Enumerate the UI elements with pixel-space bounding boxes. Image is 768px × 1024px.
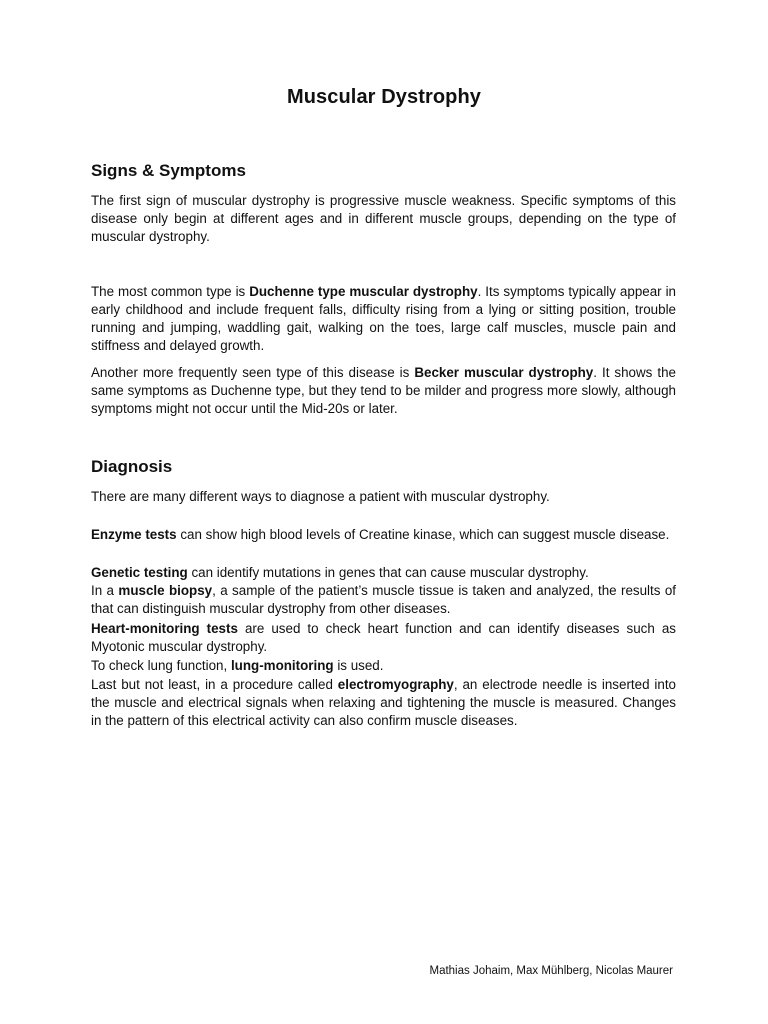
paragraph-text: Last but not least, in a procedure called [91,677,338,692]
page-title: Muscular Dystrophy [286,86,482,108]
paragraph-text: . It shows the same symptoms as Duchenne type, but they tend to be milder and progress more slowly, although symptoms might not occur until the Mid-20s or later. [91,365,676,416]
paragraph-text: , an electrode needle is inserted into the muscle and electrical signals when relaxing and tightening the muscle is measured. Changes in the pattern of this electrical activity can also confirm muscle diseases. [91,677,676,728]
diagnosis-genetic [91,564,676,582]
paragraph-text: Another more frequently seen type of this disease is [91,365,415,380]
signs-paragraph-1: The first sign of muscular dystrophy is progressive muscle weakness. Specific symptoms of this disease only begin at different ages and in different muscle groups, depending on the type of muscular dystrophy. [91,193,676,244]
diagnosis-heart [91,620,676,656]
authors-footer: Mathias Johaim, Max Mühlberg, Nicolas Maurer [429,965,673,977]
enzyme-term: Enzyme tests [91,527,177,542]
paragraph-text: . Its symptoms typically appear in early childhood and include frequent falls, difficulty rising from a lying or sitting position, trouble running and jumping, waddling gait, walking on the toes, large calf muscles, muscle pain and stiffness and delayed growth. [91,284,676,353]
diagnosis-enzyme [91,526,676,544]
paragraph-text: To check lung function, [91,658,231,673]
signs-symptoms-heading: Signs & Symptoms [91,161,246,180]
signs-paragraph-2 [91,283,676,355]
signs-paragraph-3 [91,364,676,418]
paragraph-text: can identify mutations in genes that can cause muscular dystrophy. [187,565,589,580]
paragraph-text: is used. [333,658,384,673]
paragraph-text: In a [91,583,119,598]
heart-term: Heart-monitoring tests [91,621,238,636]
paragraph-text: can show high blood levels of Creatine kinase, which can suggest muscle disease. [176,527,670,542]
duchenne-term: Duchenne type muscular dystrophy [249,284,478,299]
diagnosis-biopsy [91,582,676,618]
lung-term: lung-monitoring [230,658,334,673]
paragraph-text: are used to check heart function and can identify diseases such as Myotonic muscular dystrophy. [91,621,676,654]
paragraph-text: , a sample of the patient’s muscle tissue is taken and analyzed, the results of that can distinguish muscular dystrophy from other diseases. [91,583,677,616]
diagnosis-emg [91,676,676,730]
paragraph-text: The most common type is [91,284,250,299]
emg-term: electromyography [337,677,454,692]
diagnosis-lung [91,657,676,675]
becker-term: Becker muscular dystrophy [414,365,594,380]
diagnosis-heading: Diagnosis [91,457,173,476]
biopsy-term: muscle biopsy [118,583,213,598]
diagnosis-intro: There are many different ways to diagnose a patient with muscular dystrophy. [91,489,550,504]
genetic-term: Genetic testing [91,565,188,580]
